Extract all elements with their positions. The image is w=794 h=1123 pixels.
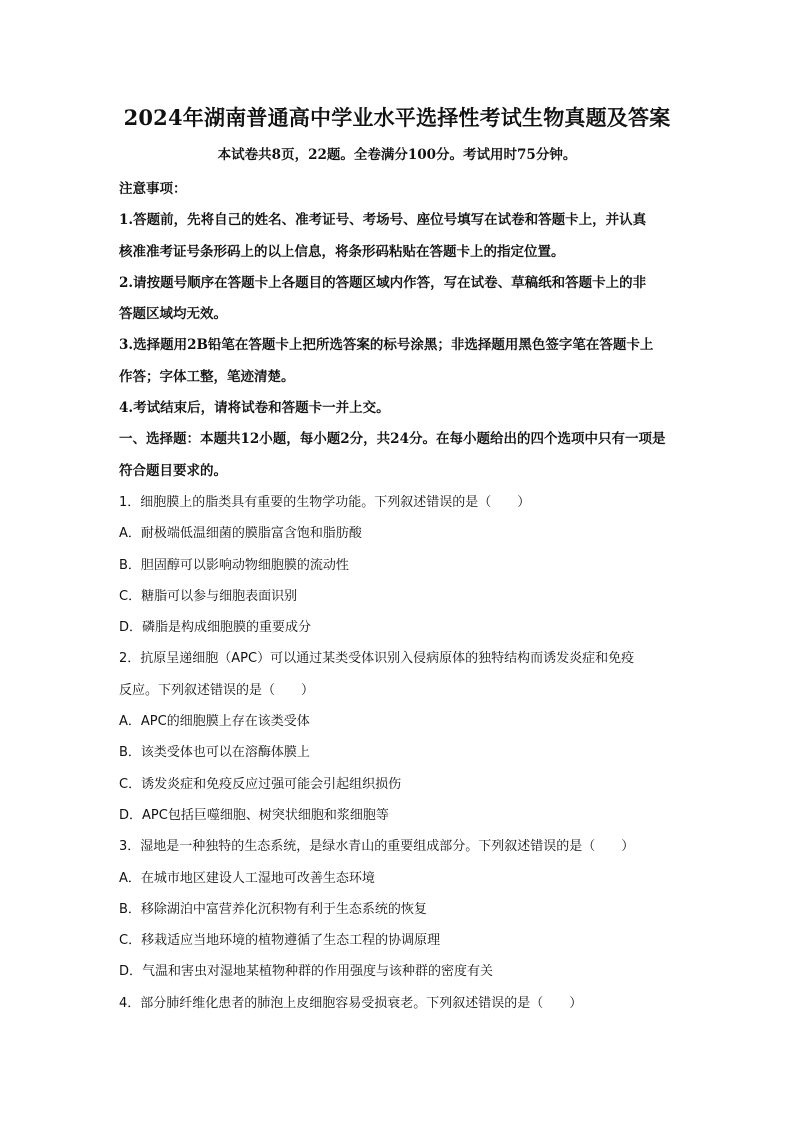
question-3-option-b: B．移除湖泊中富营养化沉积物有利于生态系统的恢复 bbox=[119, 901, 427, 917]
note-line: 4.考试结束后，请将试卷和答题卡一并上交。 bbox=[119, 400, 390, 417]
question-3-option-d: D．气温和害虫对湿地某植物种群的作用强度与该种群的密度有关 bbox=[119, 964, 494, 980]
question-1-option-b: B．胆固醇可以影响动物细胞膜的流动性 bbox=[119, 557, 349, 573]
note-line: 3.选择题用2B铅笔在答题卡上把所选答案的标号涂黑；非选择题用黑色签字笔在答题卡上 bbox=[119, 337, 654, 354]
section-heading: 一、选择题：本题共12小题，每小题2分，共24分。在每小题给出的四个选项中只有一项是 bbox=[119, 431, 666, 448]
question-2-option-d: D．APC包括巨噬细胞、树突状细胞和浆细胞等 bbox=[119, 807, 389, 823]
question-1-option-a: A．耐极端低温细菌的膜脂富含饱和脂肪酸 bbox=[119, 526, 362, 542]
question-3-option-a: A．在城市地区建设人工湿地可改善生态环境 bbox=[119, 870, 375, 886]
note-line: 作答；字体工整，笔迹清楚。 bbox=[119, 368, 295, 385]
note-line: 核准准考证号条形码上的以上信息，将条形码粘贴在答题卡上的指定位置。 bbox=[119, 243, 565, 260]
question-1-stem: 1．细胞膜上的脂类具有重要的生物学功能。下列叙述错误的是（ ） bbox=[119, 494, 531, 510]
page-title: 2024年湖南普通高中学业水平选择性考试生物真题及答案 bbox=[123, 105, 671, 130]
question-3-stem: 3．湿地是一种独特的生态系统，是绿水青山的重要组成部分。下列叙述错误的是（ ） bbox=[119, 839, 635, 855]
note-line: 2.请按题号顺序在答题卡上各题目的答题区域内作答，写在试卷、草稿纸和答题卡上的非 bbox=[119, 274, 647, 291]
note-line: 答题区域均无效。 bbox=[119, 306, 227, 323]
note-line: 1.答题前，先将自己的姓名、准考证号、考场号、座位号填写在试卷和答题卡上，并认真 bbox=[119, 212, 647, 229]
notes-heading: 注意事项： bbox=[119, 181, 187, 197]
question-1-option-d: D．磷脂是构成细胞膜的重要成分 bbox=[119, 620, 312, 636]
question-2-option-b: B．该类受体也可以在溶酶体膜上 bbox=[119, 745, 310, 761]
question-2-option-a: A．APC的细胞膜上存在该类受体 bbox=[119, 714, 310, 730]
question-2-stem: 反应。下列叙述错误的是（ ） bbox=[119, 682, 315, 698]
question-1-option-c: C．糖脂可以参与细胞表面识别 bbox=[119, 588, 298, 604]
question-3-option-c: C．移栽适应当地环境的植物遵循了生态工程的协调原理 bbox=[119, 933, 441, 949]
question-4-stem: 4．部分肺纤维化患者的肺泡上皮细胞容易受损衰老。下列叙述错误的是（ ） bbox=[119, 995, 583, 1011]
question-2-stem: 2．抗原呈递细胞（APC）可以通过某类受体识别入侵病原体的独特结构而诱发炎症和免疫 bbox=[119, 651, 635, 667]
section-heading: 符合题目要求的。 bbox=[119, 462, 227, 479]
exam-body bbox=[119, 174, 679, 1019]
exam-info: 本试卷共8页，22题。全卷满分100分。考试用时75分钟。 bbox=[217, 147, 577, 163]
question-2-option-c: C．诱发炎症和免疫反应过强可能会引起组织损伤 bbox=[119, 776, 402, 792]
